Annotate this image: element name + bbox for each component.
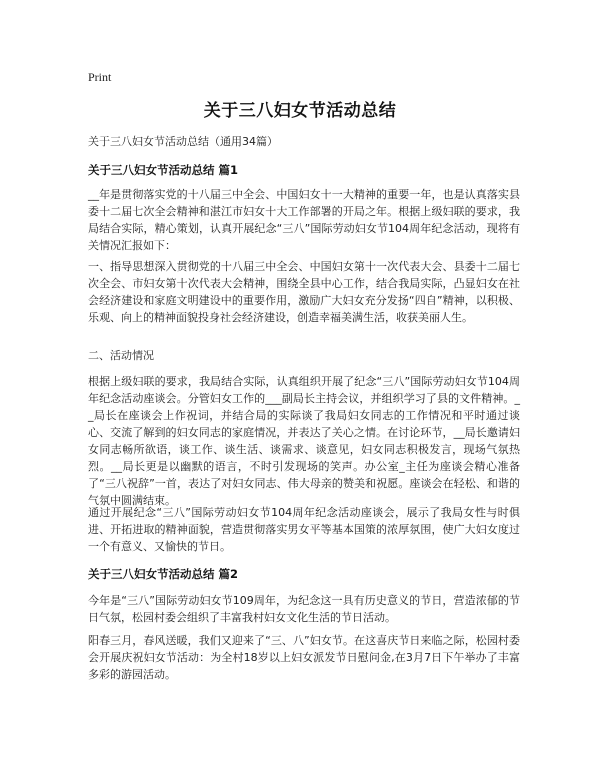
section-1-paragraph-4: 根据上级妇联的要求，我局结合实际，认真组织开展了纪念“三八”国际劳动妇女节104周年纪念活动座谈会。分管妇女工作的___副局长主持会议，并组织学习了县的文件精神。__局长在座谈会上作祝词，并结合局的实际谈了我局妇女同志的工作情况和平时通过谈心、交流了解到的妇女同志的家庭情况，并表达了关心之情。在讨论环节，__局长邀请妇女同志畅所欲语，谈工作、谈生活、谈需求、谈意见，妇女同志积极发言，现场气氛热烈。__局长更是以幽默的语言，不时引发现场的笑声。办公室_主任为座谈会精心准备了“三八祝辞”一首，表达了对妇女同志、伟大母亲的赞美和祝愿。座谈会在轻松、和谐的气氛中圆满结束。 xyxy=(88,375,520,507)
section-1-paragraph-1: __年是贯彻落实党的十八届三中全会、中国妇女十一大精神的重要一年，也是认真落实县委十二届七次全会精神和湛江市妇女十大工作部署的开局之年。根据上级妇联的要求，我局结合实际，精心策划，认真开展纪念“三八”国际劳动妇女节104周年纪念活动，现将有关情况汇报如下： xyxy=(88,188,520,252)
section-1-paragraph-5: 通过开展纪念“三八”国际劳动妇女节104周年纪念活动座谈会，展示了我局女性与时俱进、开拓进取的精神面貌，营造贯彻落实男女平等基本国策的浓厚氛围，使广大妇女度过一个有意义、又愉快的节日。 xyxy=(88,506,520,553)
section-1-paragraph-2: 一、指导思想深入贯彻党的十八届三中全会、中国妇女第十一次代表大会、县委十二届七次全会、市妇女第十次代表大会精神，围绕全县中心工作，结合我局实际，凸显妇女在社会经济建设和家庭文明建设中的重要作用，激励广大妇女充分发扬“四自”精神，以积极、乐观、向上的精神面貌投身社会经济建设，创造幸福美满生活，收获美丽人生。 xyxy=(88,260,520,324)
section-1-heading: 关于三八妇女节活动总结 篇1 xyxy=(88,163,239,177)
section-2-paragraph-2: 阳春三月，春风送暖，我们又迎来了“三、八”妇女节。在这喜庆节日来临之际，松园村委会开展庆祝妇女节活动：为全村18岁以上妇女派发节日慰问金,在3月7日下午举办了丰富多彩的游园活动。 xyxy=(88,634,520,681)
print-link[interactable]: Print xyxy=(88,70,112,84)
page-title: 关于三八妇女节活动总结 xyxy=(203,101,397,121)
section-1-paragraph-3: 二、活动情况 xyxy=(88,349,154,362)
document-subtitle: 关于三八妇女节活动总结（通用34篇） xyxy=(88,135,278,148)
section-2-paragraph-1: 今年是“三八”国际劳动妇女节109周年，为纪念这一具有历史意义的节日，营造浓郁的节日气氛，松园村委会组织了丰富我村妇女文化生活的节日活动。 xyxy=(88,594,520,624)
section-2-heading: 关于三八妇女节活动总结 篇2 xyxy=(88,567,239,581)
